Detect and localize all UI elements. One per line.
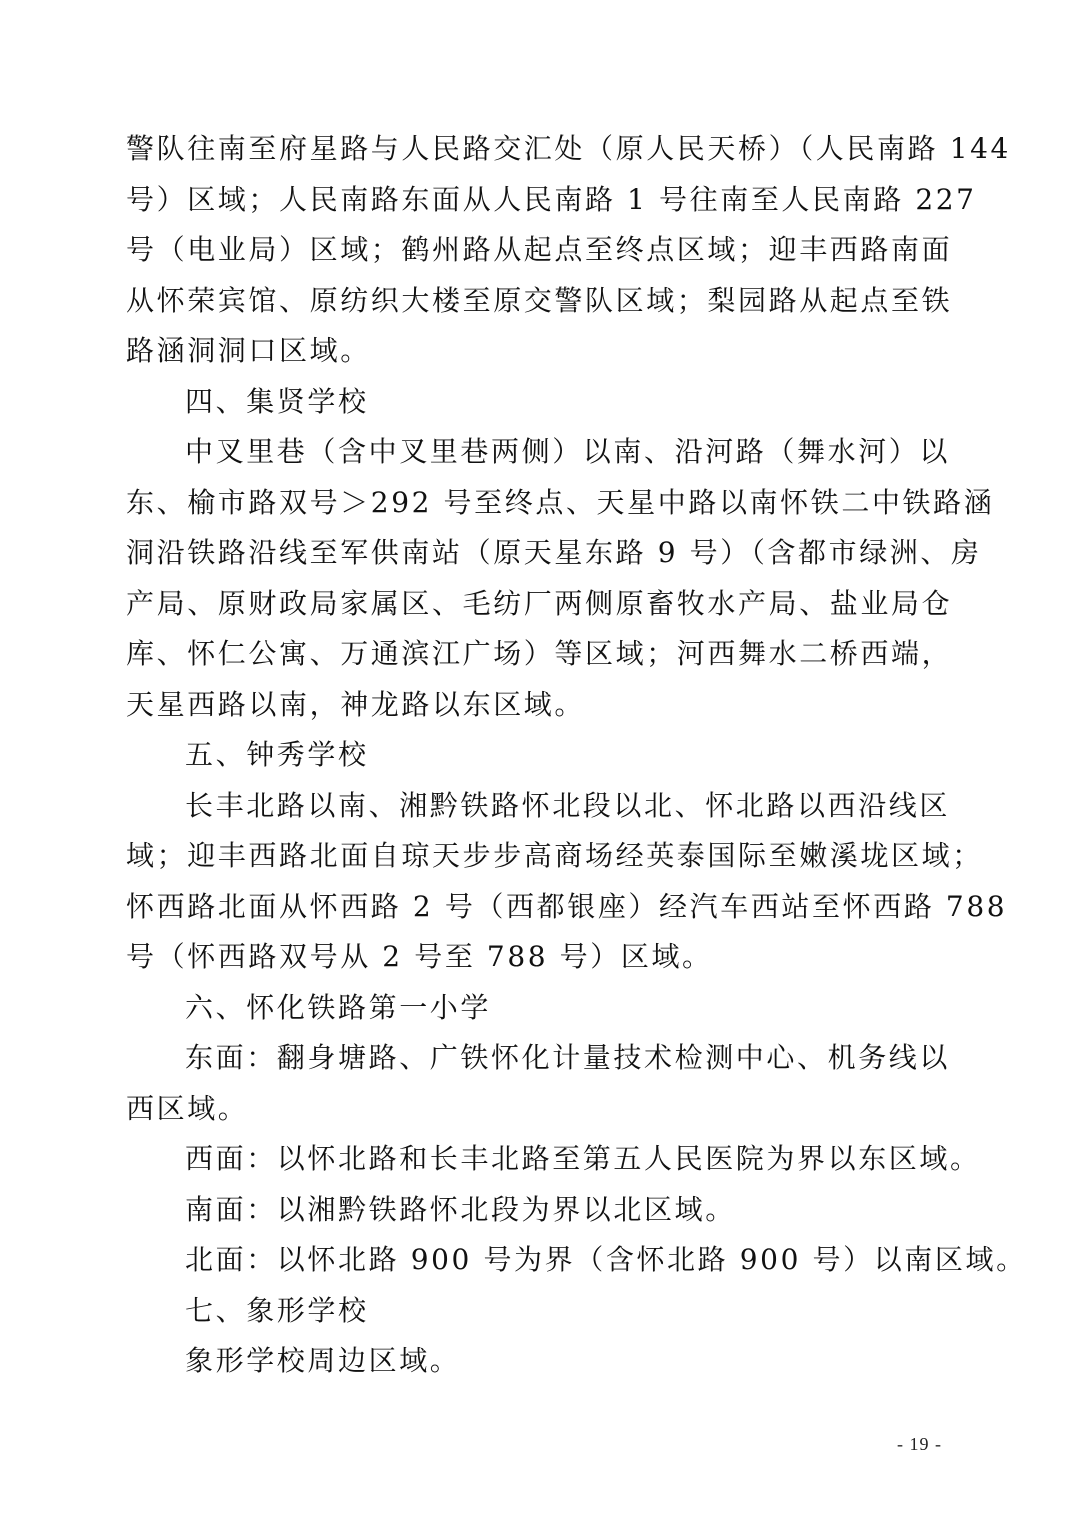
text-line: 产局、原财政局家属区、毛纺厂两侧原畜牧水产局、盐业局仓 xyxy=(126,586,953,620)
text-line: 从怀荣宾馆、原纺织大楼至原交警队区域；梨园路从起点至铁 xyxy=(126,283,953,317)
text-line: 东、榆市路双号＞292 号至终点、天星中路以南怀铁二中铁路涵 xyxy=(126,485,995,519)
section-heading: 四、集贤学校 xyxy=(185,384,369,418)
text-line: 号（电业局）区域；鹤州路从起点至终点区域；迎丰西路南面 xyxy=(126,233,953,266)
text-line: 西区域。 xyxy=(126,1091,249,1125)
text-line: 怀西路北面从怀西路 2 号（西都银座）经汽车西站至怀西路 788 xyxy=(126,889,1008,923)
text-line: 路涵洞洞口区域。 xyxy=(126,334,371,367)
text-line: 天星西路以南，神龙路以东区域。 xyxy=(126,687,586,721)
text-line: 号）区域；人民南路东面从人民南路 1 号往南至人民南路 227 xyxy=(126,182,977,216)
document-body xyxy=(126,124,1027,1387)
section-heading: 五、钟秀学校 xyxy=(185,738,369,771)
text-line: 北面：以怀北路 900 号为界（含怀北路 900 号）以南区域。 xyxy=(185,1243,1027,1276)
text-line: 西面：以怀北路和长丰北路至第五人民医院为界以东区域。 xyxy=(185,1142,981,1175)
text-line: 库、怀仁公寓、万通滨江广场）等区域；河西舞水二桥西端， xyxy=(126,637,953,670)
text-line: 东面：翻身塘路、广铁怀化计量技术检测中心、机务线以 xyxy=(185,1041,951,1074)
text-line: 洞沿铁路沿线至军供南站（原天星东路 9 号）（含都市绿洲、房 xyxy=(126,536,982,569)
text-line: 域；迎丰西路北面自琼天步步高商场经英泰国际至嫩溪垅区域； xyxy=(126,839,983,872)
text-line: 中叉里巷（含中叉里巷两侧）以南、沿河路（舞水河）以 xyxy=(185,435,951,468)
text-line: 象形学校周边区域。 xyxy=(185,1344,461,1377)
text-line: 警队往南至府星路与人民路交汇处（原人民天桥）（人民南路 144 xyxy=(126,132,1011,165)
section-heading: 六、怀化铁路第一小学 xyxy=(185,990,492,1024)
text-line: 南面：以湘黔铁路怀北段为界以北区域。 xyxy=(185,1192,736,1226)
text-line: 长丰北路以南、湘黔铁路怀北段以北、怀北路以西沿线区 xyxy=(185,788,951,822)
text-line: 号（怀西路双号从 2 号至 788 号）区域。 xyxy=(126,940,713,973)
page-number: - 19 - xyxy=(897,1434,942,1454)
section-heading: 七、象形学校 xyxy=(185,1293,369,1327)
